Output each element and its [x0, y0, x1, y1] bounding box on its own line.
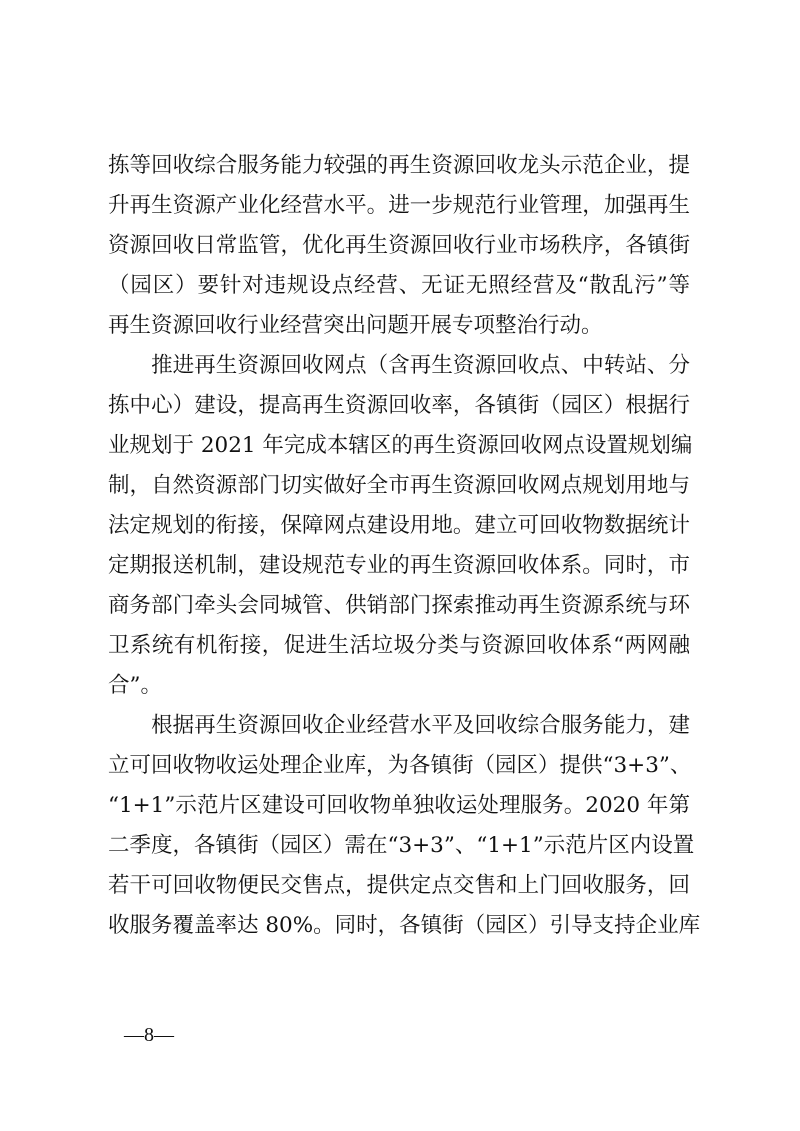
text-line: “1+1”示范片区建设可回收物单独收运处理服务。2020 年第	[108, 793, 690, 818]
text-line: 推进再生资源回收网点（含再生资源回收点、中转站、分	[108, 353, 690, 378]
text-line: 资源回收日常监管，优化再生资源回收行业市场秩序，各镇街	[108, 233, 690, 258]
text-line: 若干可回收物便民交售点，提供定点交售和上门回收服务，回	[108, 873, 690, 898]
text-line: 拣中心）建设，提高再生资源回收率，各镇街（园区）根据行	[108, 393, 690, 418]
text-line: 商务部门牵头会同城管、供销部门探索推动再生资源系统与环	[108, 593, 690, 618]
text-line: 根据再生资源回收企业经营水平及回收综合服务能力，建	[108, 713, 690, 738]
text-line: 定期报送机制，建设规范专业的再生资源回收体系。同时，市	[108, 553, 690, 578]
body-text	[108, 146, 701, 946]
text-line: 拣等回收综合服务能力较强的再生资源回收龙头示范企业，提	[108, 153, 690, 178]
text-line: 合”。	[108, 673, 162, 698]
text-line: 制，自然资源部门切实做好全市再生资源回收网点规划用地与	[108, 473, 690, 498]
text-line: 二季度，各镇街（园区）需在“3+3”、“1+1”示范片区内设置	[108, 833, 695, 858]
text-line: （园区）要针对违规设点经营、无证无照经营及“散乱污”等	[108, 273, 690, 298]
page-number: —8—	[124, 1024, 174, 1046]
text-line: 卫系统有机衔接，促进生活垃圾分类与资源回收体系“两网融	[108, 633, 690, 658]
text-line: 收服务覆盖率达 80%。同时，各镇街（园区）引导支持企业库	[108, 913, 701, 938]
text-line: 法定规划的衔接，保障网点建设用地。建立可回收物数据统计	[108, 513, 690, 538]
text-line: 再生资源回收行业经营突出问题开展专项整治行动。	[108, 313, 603, 338]
text-line: 立可回收物收运处理企业库，为各镇街（园区）提供“3+3”、	[108, 753, 692, 778]
text-line: 升再生资源产业化经营水平。进一步规范行业管理，加强再生	[108, 193, 690, 218]
text-line: 业规划于 2021 年完成本辖区的再生资源回收网点设置规划编	[108, 433, 693, 458]
